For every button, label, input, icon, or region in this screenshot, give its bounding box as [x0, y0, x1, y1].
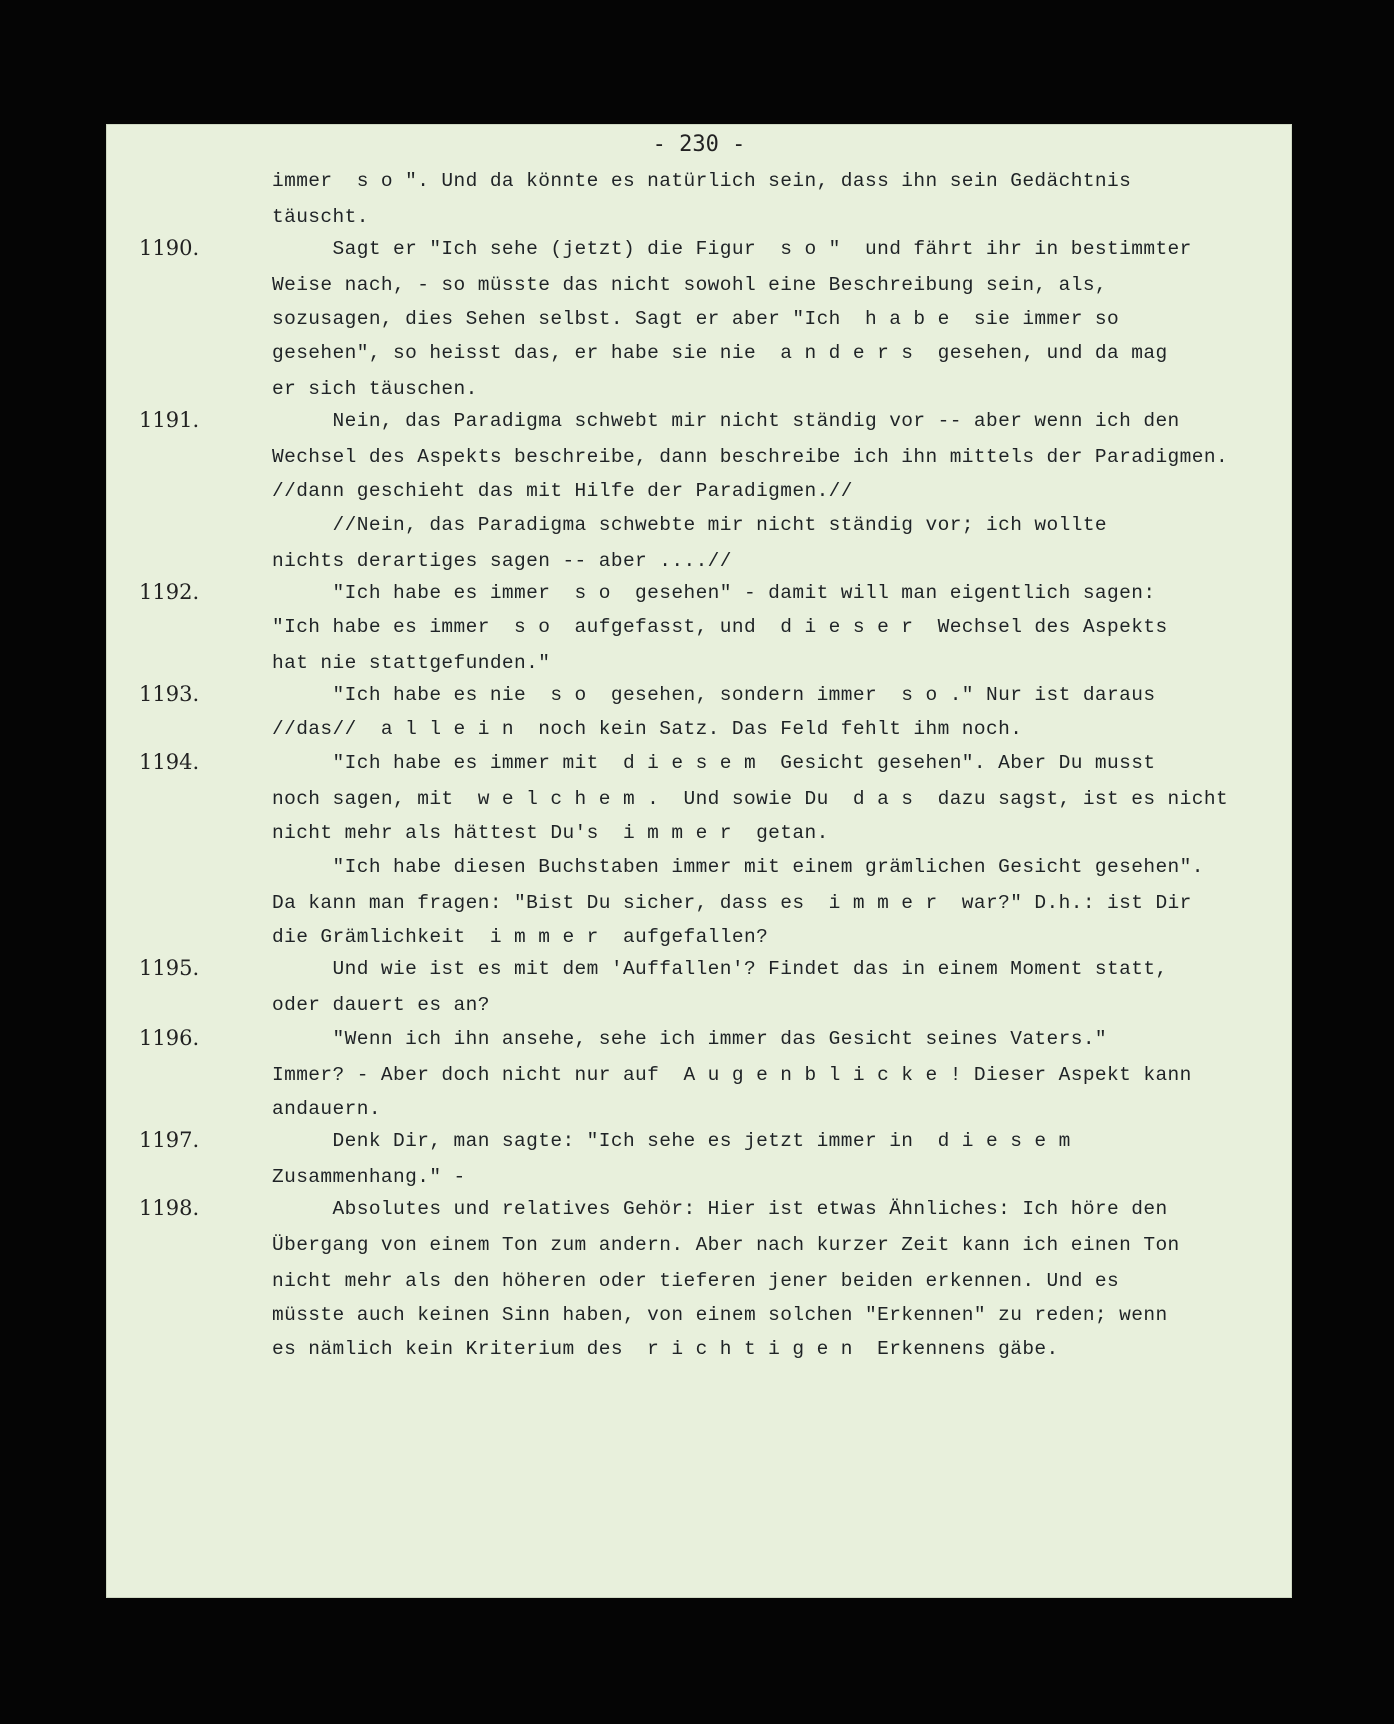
remark-number: 1192. [139, 580, 200, 604]
text-line: //das// a l l e i n noch kein Satz. Das Feld fehlt ihm noch. [272, 718, 1023, 740]
text-line: sozusagen, dies Sehen selbst. Sagt er aber "Ich h a b e sie immer so [272, 308, 1120, 330]
text-line: täuscht. [272, 206, 369, 228]
text-line: "Ich habe es immer mit d i e s e m Gesicht gesehen". Aber Du musst [272, 752, 1156, 774]
text-line: Übergang von einem Ton zum andern. Aber nach kurzer Zeit kann ich einen Ton [272, 1234, 1180, 1256]
text-line: "Ich habe diesen Buchstaben immer mit einem grämlichen Gesicht gesehen". [272, 856, 1204, 878]
text-line: er sich täuschen. [272, 378, 478, 400]
text-line: die Grämlichkeit i m m e r aufgefallen? [272, 926, 769, 948]
typescript-page [106, 124, 1292, 1598]
remark-number: 1195. [139, 956, 200, 980]
text-line: Denk Dir, man sagte: "Ich sehe es jetzt immer in d i e s e m [272, 1130, 1071, 1152]
text-line: Und wie ist es mit dem 'Auffallen'? Findet das in einem Moment statt, [272, 958, 1168, 980]
text-line: Wechsel des Aspekts beschreibe, dann beschreibe ich ihn mittels der Paradigmen. [272, 446, 1229, 468]
remark-number: 1191. [139, 408, 200, 432]
remark-number: 1197. [139, 1128, 200, 1152]
text-line: Nein, das Paradigma schwebt mir nicht ständig vor -- aber wenn ich den [272, 410, 1180, 432]
text-line: "Wenn ich ihn ansehe, sehe ich immer das Gesicht seines Vaters." [272, 1028, 1108, 1050]
text-line: oder dauert es an? [272, 994, 490, 1016]
text-line: Sagt er "Ich sehe (jetzt) die Figur s o " und fährt ihr in bestimmter [272, 238, 1192, 260]
text-line: "Ich habe es immer s o gesehen" - damit will man eigentlich sagen: [272, 582, 1156, 604]
text-line: Immer? - Aber doch nicht nur auf A u g e n b l i c k e ! Dieser Aspekt kann [272, 1064, 1192, 1086]
text-line: //dann geschieht das mit Hilfe der Paradigmen.// [272, 480, 853, 502]
text-line: es nämlich kein Kriterium des r i c h t i g e n Erkennens gäbe. [272, 1338, 1059, 1360]
text-line: nicht mehr als den höheren oder tieferen jener beiden erkennen. Und es [272, 1270, 1120, 1292]
text-line: Zusammenhang." - [272, 1166, 466, 1188]
text-line: Absolutes und relatives Gehör: Hier ist etwas Ähnliches: Ich höre den [272, 1198, 1168, 1220]
page-number: - 230 - [652, 132, 746, 157]
text-line: Weise nach, - so müsste das nicht sowohl eine Beschreibung sein, als, [272, 274, 1108, 296]
text-line: "Ich habe es nie s o gesehen, sondern immer s o ." Nur ist daraus [272, 684, 1156, 706]
text-line: müsste auch keinen Sinn haben, von einem solchen "Erkennen" zu reden; wenn [272, 1304, 1168, 1326]
text-line: gesehen", so heisst das, er habe sie nie a n d e r s gesehen, und da mag [272, 342, 1168, 364]
remark-number: 1198. [139, 1196, 200, 1220]
text-line: //Nein, das Paradigma schwebte mir nicht ständig vor; ich wollte [272, 514, 1108, 536]
remark-number: 1196. [139, 1026, 200, 1050]
text-line: hat nie stattgefunden." [272, 652, 551, 674]
remark-number: 1194. [139, 750, 200, 774]
text-line: nicht mehr als hättest Du's i m m e r getan. [272, 822, 829, 844]
text-line: Da kann man fragen: "Bist Du sicher, dass es i m m e r war?" D.h.: ist Dir [272, 892, 1192, 914]
text-line: nichts derartiges sagen -- aber ....// [272, 550, 732, 572]
text-line: noch sagen, mit w e l c h e m . Und sowie Du d a s dazu sagst, ist es nicht [272, 788, 1229, 810]
remark-number: 1193. [139, 682, 200, 706]
text-line: andauern. [272, 1098, 381, 1120]
text-line: "Ich habe es immer s o aufgefasst, und d i e s e r Wechsel des Aspekts [272, 616, 1168, 638]
remark-number: 1190. [139, 236, 200, 260]
text-line: immer s o ". Und da könnte es natürlich sein, dass ihn sein Gedächtnis [272, 170, 1132, 192]
